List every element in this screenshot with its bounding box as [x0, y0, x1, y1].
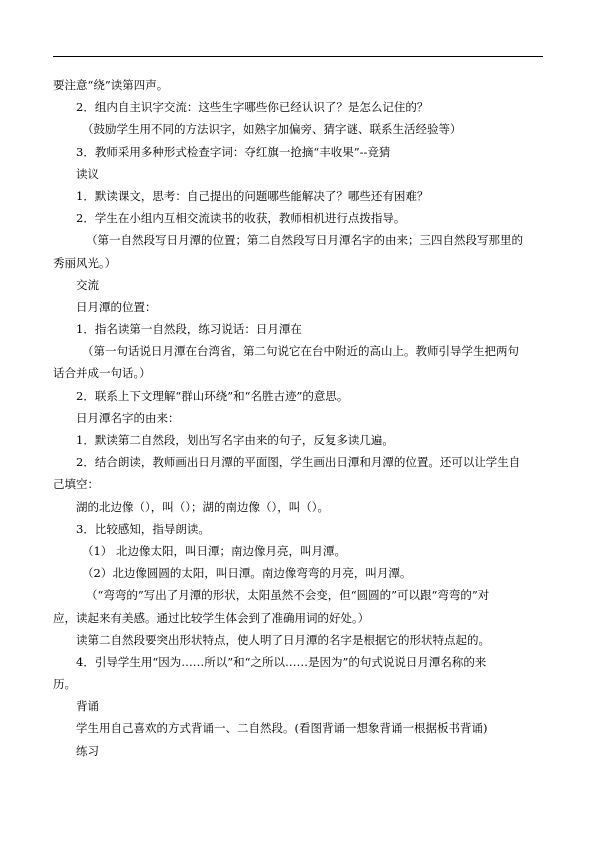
section-heading: 背诵: [76, 699, 99, 714]
section-heading: 读议: [76, 166, 99, 181]
text-line: （第一句话说日月潭在台湾省，第二句说它在台中附近的高山上。教师引导学生把两句: [82, 344, 519, 359]
text-line: 3．比较感知，指导朗读。: [76, 521, 210, 536]
text-line: 秀丽风光。）: [53, 255, 117, 270]
text-line: 2．联系上下文理解“群山环绕”和“名胜古迹”的意思。: [76, 388, 349, 403]
subsection-heading: 日月潭的位置：: [76, 299, 157, 314]
header-rule: [53, 56, 543, 57]
text-line: 历。: [53, 677, 76, 692]
text-line: 读第二自然段要突出形状特点，使人明了日月潭的名字是根据它的形状特点起的。: [76, 632, 490, 647]
text-line: 己填空：: [53, 477, 99, 492]
text-line: （鼓励学生用不同的方法识字，如熟字加偏旁、猜字谜、联系生活经验等）: [82, 122, 462, 137]
text-line: （2）北边像圆圆的太阳，叫日潭。南边像弯弯的月亮，叫月潭。: [82, 566, 412, 581]
document-body: [53, 74, 543, 762]
text-line: 1．指名读第一自然段，练习说话：日月潭在: [76, 322, 302, 337]
subsection-heading: 日月潭名字的由来：: [76, 410, 180, 425]
text-line: 3．教师采用多种形式检查字词：夺红旗一抢摘“丰收果”--竞猜: [76, 144, 391, 159]
text-line: 话合并成一句话。）: [53, 366, 151, 381]
text-line: （1） 北边像太阳，叫日潭；南边像月亮，叫月潭。: [82, 543, 346, 558]
text-line: 2．组内自主识字交流：这些生字哪些你已经认识了？是怎么记住的？: [76, 100, 429, 115]
text-line: 应，读起来有美感。通过比较学生体会到了准确用词的好处。）: [53, 610, 370, 625]
text-line: 学生用自己喜欢的方式背诵一、二自然段。(看图背诵一想象背诵一根据板书背诵): [76, 721, 488, 736]
text-line: 2．结合朗读，教师画出日月潭的平面图，学生画出日潭和月潭的位置。还可以让学生自: [76, 455, 521, 470]
text-line: （“弯弯的”写出了月潭的形状，太阳虽然不会变，但“圆圆的”可以跟“弯弯的”对: [86, 588, 490, 603]
text-line: 1．默读课文，思考：自己提出的问题哪些能解决了？哪些还有困难？: [76, 188, 429, 203]
text-line: （第一自然段写日月潭的位置；第二自然段写日月潭名字的由来；三四自然段写那里的: [86, 233, 523, 248]
text-line: 要注意“绕”读第四声。: [53, 78, 169, 92]
text-line: 湖的北边像（），叫（）；湖的南边像（），叫（）。: [76, 499, 329, 514]
section-heading: 交流: [76, 277, 99, 292]
text-line: 1．默读第二自然段，划出写名字由来的句子，反复多读几遍。: [76, 433, 394, 447]
text-line: 2．学生在小组内互相交流读书的收获，教师相机进行点拨指导。: [76, 211, 406, 226]
section-heading: 练习: [76, 743, 99, 758]
text-line: 4．引导学生用“因为……所以”和“之所以……是因为”的句式说说日月潭名称的来: [76, 654, 487, 669]
